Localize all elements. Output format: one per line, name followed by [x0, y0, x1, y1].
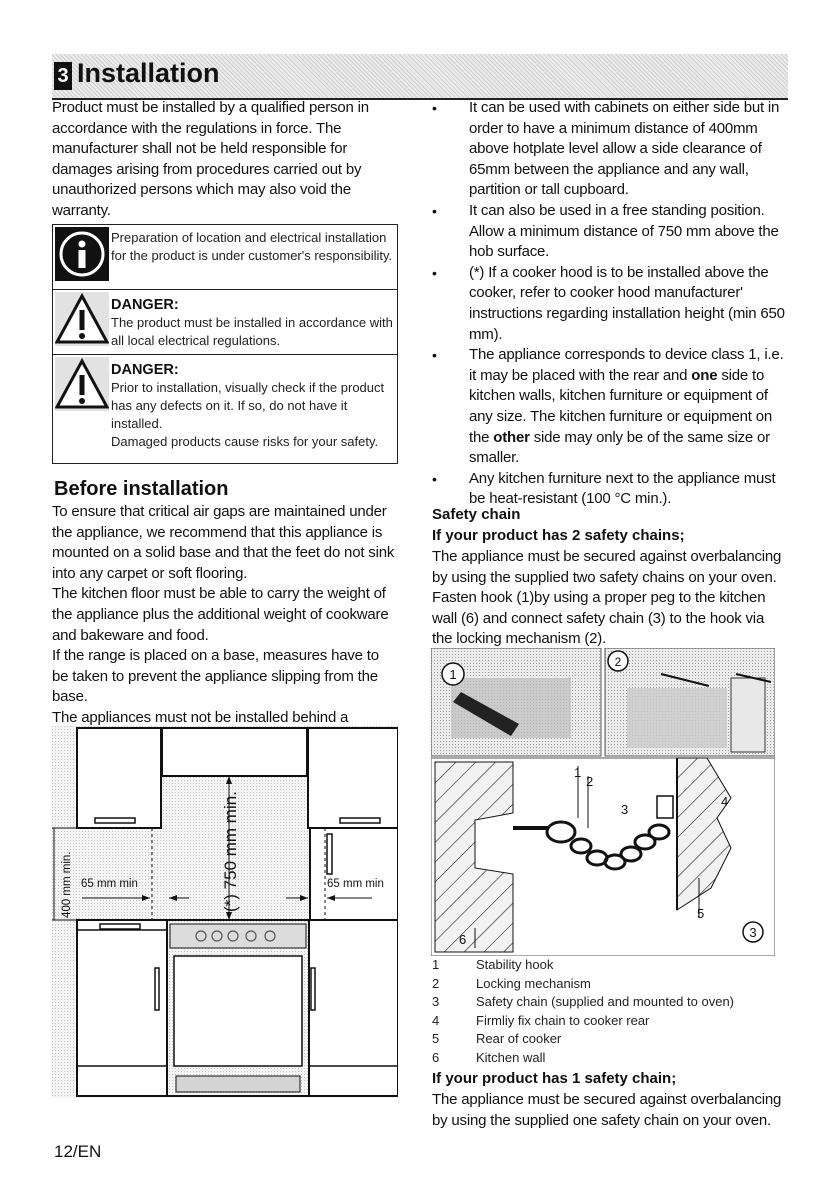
left-clearance-label: 65 mm min [81, 878, 138, 890]
drawing-label-3: 3 [621, 802, 629, 817]
bullet-item: • It can be used with cabinets on either side but in order to have a minimum distance of 400mm above hotplate level allow a side clearance of 65mm between the appliance and any wall, partition or tall cupboard. [432, 98, 788, 201]
legend-row: 3 Safety chain (supplied and mounted to oven) [432, 994, 735, 1009]
section-header [52, 54, 788, 100]
info-notice-text: Preparation of location and electrical installation for the product is under customer's responsibility. [111, 230, 393, 263]
drawing-label-4: 4 [721, 794, 729, 809]
bullet-item: • It can also be used in a free standing position. Allow a minimum distance of 750 mm above the hob surface. [432, 201, 788, 263]
drawing-label-5: 5 [697, 906, 705, 921]
page-number: 12/EN [54, 1142, 102, 1161]
legend-row: 5 Rear of cooker [432, 1031, 562, 1046]
danger-heading: DANGER: [111, 362, 179, 378]
before-installation-text: To ensure that critical air gaps are maintained under the appliance, we recommend that this appliance is mounted on a solid base and that the feet do not sink into any carpet or soft flooring. The kitchen floor must be able to carry the weight of the appliance plus the additional weight of cookware and bakeware and food. If the range is placed on a base, measures have to be taken to prevent the appliance slipping from the base. The appliances must not be installed behind a [52, 503, 395, 726]
intro-paragraph: Product must be installed by a qualified person in accordance with the regulations in force. The manufacturer shall not be held responsible for damages arising from procedures carried out by unauthorized persons which may also void the warranty. [52, 99, 369, 219]
warning-icon [55, 357, 109, 411]
safety-chain-figure [431, 648, 775, 956]
one-chain-text: The appliance must be secured against overbalancing by using the supplied one safety chain on your oven. [432, 1091, 782, 1129]
danger-notice-text: Prior to installation, visually check if the product has any defects on it. If so, do not have it installed. [111, 380, 385, 431]
warning-icon [55, 292, 109, 346]
danger-heading: DANGER: [111, 297, 179, 313]
bullet-item: • (*) If a cooker hood is to be installed above the cooker, refer to cooker hood manufacturer' instructions regarding installation height (min 650 mm). [432, 263, 788, 345]
bullet-item: • The appliance corresponds to device class 1, i.e. it may be placed with the rear and one side to kitchen walls, kitchen furniture or equipment of any size. The kitchen furniture or equipment on the other side may only be of the same size or smaller. [432, 345, 788, 469]
danger-notice-1 [53, 290, 397, 355]
height-dimension-label: (*) 750 mm min. [221, 791, 240, 912]
drawing-label-2: 2 [586, 774, 594, 789]
drawing-label-1: 1 [574, 765, 582, 780]
emphasis: one [691, 366, 718, 384]
legend-row: 2 Locking mechanism [432, 975, 591, 991]
safety-chain-heading: Safety chain [432, 506, 521, 523]
legend-row: 4 Firmliy fix chain to cooker rear [432, 1012, 650, 1028]
info-notice [53, 225, 397, 290]
before-installation-heading: Before installation [54, 478, 229, 500]
drawing-label-6: 6 [459, 932, 467, 947]
section-title: Installation [77, 58, 220, 88]
notice-box [52, 224, 398, 464]
right-clearance-label: 65 mm min [327, 878, 384, 890]
bullet-item: • Any kitchen furniture next to the appliance must be heat-resistant (100 °C min.). [432, 469, 788, 510]
two-chains-text: The appliance must be secured against overbalancing by using the supplied two safety chains on your oven. Fasten hook (1)by using a proper peg to the kitchen wall (6) and connect safety chain (3) to the hook via the locking mechanism (2). [432, 548, 782, 648]
photo-label-2: 2 [614, 655, 622, 669]
danger-notice-text-2: Damaged products cause risks for your safety. [111, 434, 379, 449]
info-icon [55, 227, 109, 281]
danger-notice-text: The product must be installed in accordance with all local electrical regulations. [111, 315, 393, 348]
installation-bullets [432, 98, 788, 510]
photo-label-3: 3 [749, 925, 757, 940]
kitchen-clearance-diagram [52, 726, 398, 1098]
legend-row: 6 Kitchen wall [432, 1049, 546, 1065]
photo-label-1: 1 [449, 667, 457, 682]
legend-row: 1 Stability hook [432, 957, 554, 972]
emphasis: other [493, 428, 530, 446]
side-clearance-label: 400 mm min. [61, 851, 73, 918]
danger-notice-2 [53, 355, 397, 463]
section-number: 3 [54, 62, 72, 90]
figure-legend [432, 956, 734, 1067]
two-chains-subheading: If your product has 2 safety chains; [432, 527, 685, 544]
one-chain-subheading: If your product has 1 safety chain; [432, 1070, 677, 1087]
